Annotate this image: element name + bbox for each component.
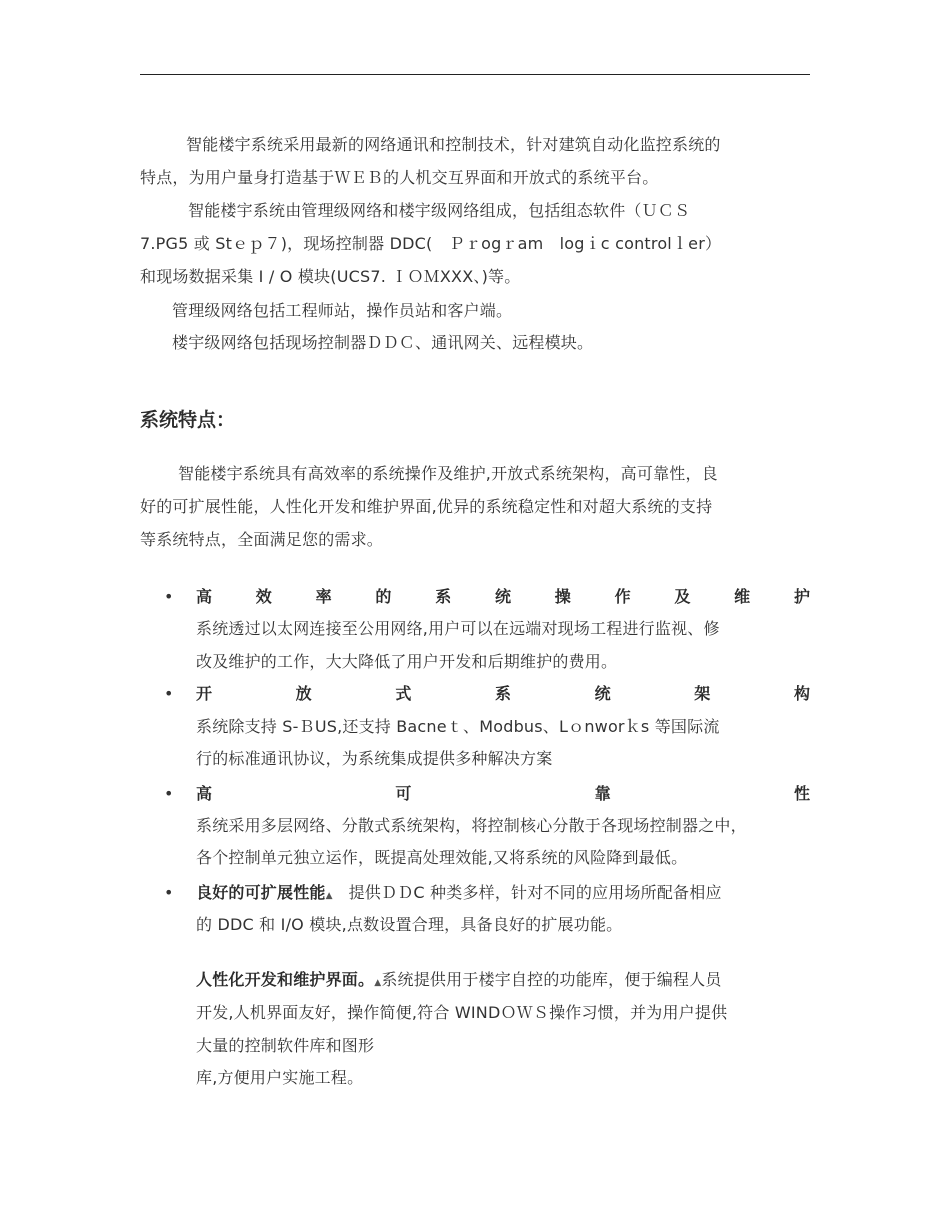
intro-p4: 楼宇级网络包括现场控制器ＤＤＣ、通讯网关、远程模块。 xyxy=(172,333,594,352)
item1-line1: 系统透过以太网连接至公用网络,用户可以在远端对现场工程进行监视、修 xyxy=(196,619,720,638)
bullet-marker: • xyxy=(164,587,174,606)
intro-p3: 管理级网络包括工程师站，操作员站和客户端。 xyxy=(172,301,513,320)
title-char: 高 xyxy=(196,587,213,606)
item5-line4: 库,方便用户实施工程。 xyxy=(196,1068,364,1087)
item1-title xyxy=(196,586,810,608)
title-char: 及 xyxy=(674,587,691,606)
paragraph-mark-icon: ▲ xyxy=(325,891,333,901)
features-summary-line3: 等系统特点，全面满足您的需求。 xyxy=(140,530,384,549)
item1-line2: 改及维护的工作，大大降低了用户开发和后期维护的费用。 xyxy=(196,652,618,671)
title-char: 架 xyxy=(694,684,711,703)
item4-line2: 的 DDC 和 I/O 模块,点数设置合理，具备良好的扩展功能。 xyxy=(196,915,623,934)
bullet-marker: • xyxy=(164,883,174,902)
title-char: 操 xyxy=(554,587,571,606)
paragraph-mark-icon: ▲ xyxy=(374,978,382,988)
item3-line1: 系统采用多层网络、分散式系统架构，将控制核心分散于各现场控制器之中， xyxy=(196,816,747,835)
item3-line2: 各个控制单元独立运作，既提高处理效能,又将系统的风险降到最低。 xyxy=(196,848,688,867)
title-char: 系 xyxy=(435,587,452,606)
title-char: 统 xyxy=(494,587,511,606)
item5-line1 xyxy=(196,969,722,994)
title-char: 可 xyxy=(395,784,412,803)
item5-line3: 大量的控制软件库和图形 xyxy=(196,1036,375,1055)
item3-title xyxy=(196,783,810,805)
bullet-marker: • xyxy=(164,784,174,803)
bullet-marker: • xyxy=(164,684,174,703)
top-rule xyxy=(140,74,810,75)
item5-title: 人性化开发和维护界面。 xyxy=(196,970,375,989)
intro-p1-line2: 特点，为用户量身打造基于ＷＥＢ的人机交互界面和开放式的系统平台。 xyxy=(140,168,659,187)
item2-title xyxy=(196,683,810,705)
intro-p2-line3: 和现场数据采集 I / O 模块(UCS7. ＩＯＭXXX、)等。 xyxy=(140,267,521,286)
item4-line1 xyxy=(196,882,722,907)
features-summary-line1: 智能楼宇系统具有高效率的系统操作及维护,开放式系统架构，高可靠性，良 xyxy=(178,464,718,483)
title-char: 系 xyxy=(494,684,511,703)
title-char: 统 xyxy=(594,684,611,703)
title-char: 高 xyxy=(196,784,213,803)
title-char: 开 xyxy=(196,684,213,703)
title-char: 作 xyxy=(614,587,631,606)
features-heading: 系统特点： xyxy=(140,409,236,431)
title-char: 效 xyxy=(255,587,272,606)
title-char: 放 xyxy=(295,684,312,703)
intro-p2-line1: 智能楼宇系统由管理级网络和楼宇级网络组成，包括组态软件（ＵＣＳ xyxy=(188,201,691,220)
title-char: 率 xyxy=(315,587,332,606)
item5-line1-text: 系统提供用于楼宇自控的功能库，便于编程人员 xyxy=(381,970,722,989)
title-char: 性 xyxy=(793,784,810,803)
item4-line1-text: 提供ＤＤC 种类多样，针对不同的应用场所配备相应 xyxy=(348,883,722,902)
item4-title: 良好的可扩展性能 xyxy=(196,883,326,902)
intro-p2-line2: 7.PG5 或 Stｅｐ７)，现场控制器 DDC( Ｐｒogｒam logｉc controlｌer） xyxy=(140,234,722,253)
intro-p1-line1: 智能楼宇系统采用最新的网络通讯和控制技术，针对建筑自动化监控系统的 xyxy=(186,135,721,154)
item2-line2: 行的标准通讯协议，为系统集成提供多种解决方案 xyxy=(196,749,553,768)
title-char: 式 xyxy=(395,684,412,703)
item5-line2: 开发,人机界面友好，操作简便,符合 WINDＯＷＳ操作习惯，并为用户提供 xyxy=(196,1003,728,1022)
title-char: 构 xyxy=(793,684,810,703)
title-char: 靠 xyxy=(594,784,611,803)
title-char: 维 xyxy=(734,587,751,606)
features-summary-line2: 好的可扩展性能，人性化开发和维护界面,优异的系统稳定性和对超大系统的支持 xyxy=(140,497,713,516)
item2-line1: 系统除支持 S-ＢUS,还支持 Bacneｔ、Modbus、Lｏnworｋs 等国际流 xyxy=(196,717,720,736)
title-char: 的 xyxy=(375,587,392,606)
title-char: 护 xyxy=(793,587,810,606)
